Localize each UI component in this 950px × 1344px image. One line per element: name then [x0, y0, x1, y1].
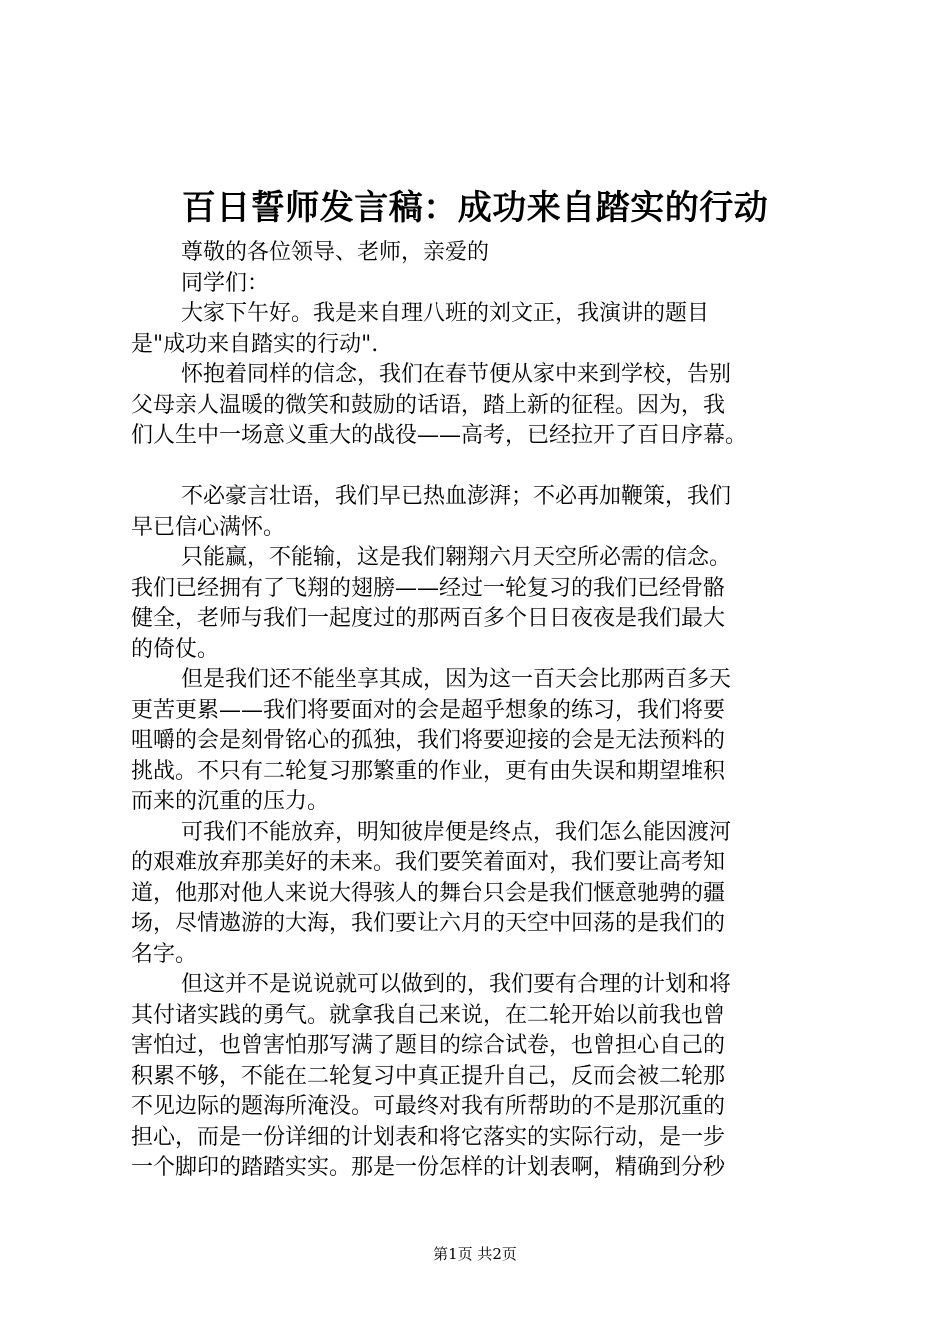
text-line: 但是我们还不能坐享其成，因为这一百天会比那两百多天: [181, 667, 732, 692]
text-line: 不必豪言壮语，我们早已热血澎湃；不必再加鞭策，我们: [181, 484, 732, 509]
text-line: 挑战。不只有二轮复习那繁重的作业，更有由失误和期望堆积: [131, 758, 726, 784]
text-line: 怀抱着同样的信念，我们在春节便从家中来到学校，告别: [181, 362, 732, 387]
text-line: 咀嚼的会是刻骨铭心的孤独，我们将要迎接的会是无法预料的: [131, 728, 726, 753]
text-line: 一个脚印的踏踏实实。那是一份怎样的计划表啊，精确到分秒: [131, 1155, 726, 1180]
document-body: [131, 238, 831, 1184]
document-title: 百日誓师发言稿：成功来自踏实的行动: [181, 188, 769, 228]
text-line: 只能赢，不能输，这是我们翱翔六月天空所必需的信念。: [181, 545, 732, 570]
text-line: 积累不够，不能在二轮复习中真正提升自己，反而会被二轮那: [131, 1063, 726, 1089]
text-line: 的艰难放弃那美好的未来。我们要笑着面对，我们要让高考知: [131, 850, 726, 875]
page-footer: 第1页 共2页: [433, 1245, 517, 1263]
text-line: 而来的沉重的压力。: [131, 789, 330, 814]
text-line: 父母亲人温暖的微笑和鼓励的话语，踏上新的征程。因为，我: [131, 392, 726, 418]
text-line: 尊敬的各位领导、老师，亲爱的: [181, 240, 490, 265]
text-line: 同学们：: [181, 270, 270, 296]
text-line: 是"成功来自踏实的行动".: [131, 331, 379, 357]
text-line: 不见边际的题海所淹没。可最终对我有所帮助的不是那沉重的: [131, 1094, 726, 1119]
text-line: 的倚仗。: [131, 636, 220, 662]
text-line: 健全，老师与我们一起度过的那两百多个日日夜夜是我们最大: [131, 606, 726, 631]
text-line: 可我们不能放弃，明知彼岸便是终点，我们怎么能因渡河: [181, 819, 732, 845]
text-line: 大家下午好。我是来自理八班的刘文正，我演讲的题目: [181, 301, 710, 326]
text-line: 道，他那对他人来说大得骇人的舞台只会是我们惬意驰骋的疆: [131, 880, 726, 906]
text-line: 名字。: [131, 941, 198, 967]
text-line: 其付诸实践的勇气。就拿我自己来说，在二轮开始以前我也曾: [131, 1002, 726, 1028]
text-line: 们人生中一场意义重大的战役——高考，已经拉开了百日序幕。: [131, 423, 748, 448]
blank-line: [131, 452, 831, 483]
text-line: 我们已经拥有了飞翔的翅膀——经过一轮复习的我们已经骨骼: [131, 575, 726, 601]
text-line: 更苦更累——我们将要面对的会是超乎想象的练习，我们将要: [131, 697, 726, 723]
text-line: 早已信心满怀。: [131, 514, 286, 540]
text-line: 担心，而是一份详细的计划表和将它落实的实际行动，是一步: [131, 1124, 726, 1150]
text-line: 但这并不是说说就可以做到的，我们要有合理的计划和将: [181, 972, 732, 997]
text-line: 场，尽情遨游的大海，我们要让六月的天空中回荡的是我们的: [131, 911, 726, 936]
text-line: 害怕过，也曾害怕那写满了题目的综合试卷，也曾担心自己的: [131, 1033, 726, 1058]
